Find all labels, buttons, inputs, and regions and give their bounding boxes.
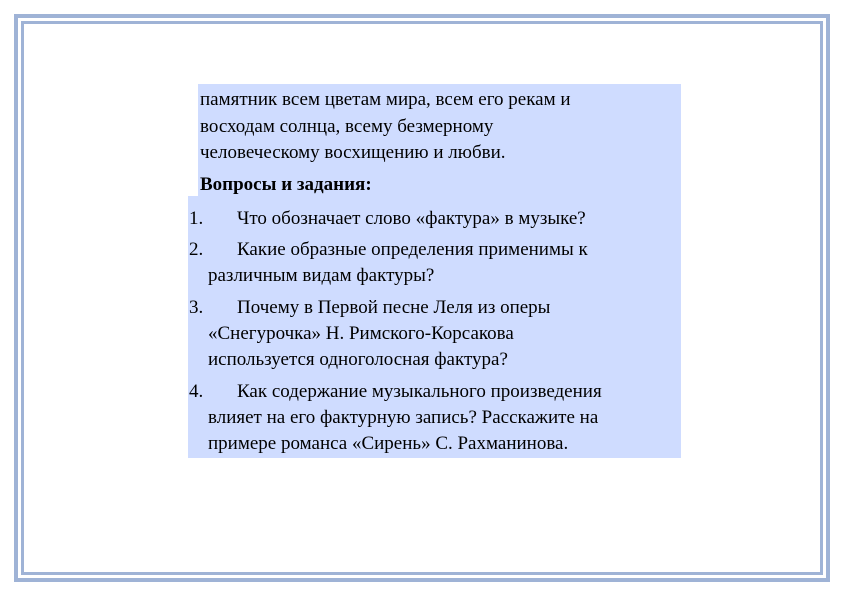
question-line: Почему в Первой песне Леля из оперы — [237, 297, 551, 318]
question-line: примере романса «Сирень» С. Рахманинова. — [208, 433, 569, 454]
question-number: 2. — [189, 239, 204, 260]
intro-line: памятник всем цветам мира, всем его рекам и — [200, 89, 571, 110]
question-line: влияет на его фактурную запись? Расскажите на — [208, 407, 599, 428]
question-number: 4. — [189, 381, 204, 402]
question-line: различным видам фактуры? — [208, 265, 435, 286]
questions-heading: Вопросы и задания: — [200, 174, 372, 195]
question-line: Как содержание музыкального произведения — [237, 381, 602, 402]
question-number: 1. — [189, 208, 204, 229]
question-line: «Снегурочка» Н. Римского-Корсакова — [208, 323, 514, 344]
question-number: 3. — [189, 297, 204, 318]
question-line: используется одноголосная фактура? — [208, 349, 508, 370]
question-line: Какие образные определения применимы к — [237, 239, 588, 260]
question-line: Что обозначает слово «фактура» в музыке? — [237, 208, 586, 229]
intro-line: человеческому восхищению и любви. — [200, 142, 506, 163]
intro-line: восходам солнца, всему безмерному — [200, 116, 494, 137]
